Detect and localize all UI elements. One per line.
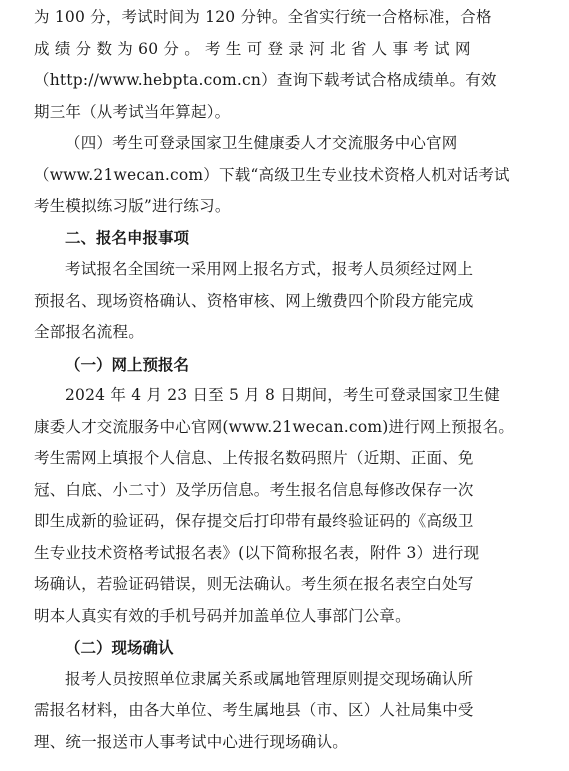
- text-line: 期三年（从考试当年算起）。: [34, 102, 231, 121]
- text-line: 报考人员按照单位隶属关系或属地管理原则提交现场确认所: [65, 669, 474, 688]
- text-line: 考生需网上填报个人信息、上传报名数码照片（近期、正面、免: [34, 449, 474, 467]
- text-line: 场确认，若验证码错误，则无法确认。考生须在报名表空白处写: [34, 575, 474, 593]
- text-line: 预报名、现场资格确认、资格审核、网上缴费四个阶段方能完成: [34, 291, 474, 310]
- text-line: 需报名材料，由各大单位、考生属地县（市、区）人社局集中受: [34, 701, 474, 719]
- text-line: 考生模拟练习版”进行练习。: [34, 197, 231, 215]
- text-line: 成 绩 分 数 为 60 分 。 考 生 可 登 录 河 北 省 人 事 考 试 网: [34, 39, 471, 58]
- subsection-heading: （一）网上预报名: [65, 354, 190, 374]
- text-line: 理、统一报送市人事考试中心进行现场确认。: [34, 732, 349, 751]
- text-line: 考试报名全国统一采用网上报名方式，报考人员须经过网上: [65, 260, 474, 278]
- text-line: （www.21wecan.com）下载“高级卫生专业技术资格人机对话考试: [34, 165, 510, 184]
- text-line: 即生成新的验证码，保存提交后打印带有最终验证码的《高级卫: [34, 512, 474, 530]
- text-line: 明本人真实有效的手机号码并加盖单位人事部门公章。: [34, 606, 411, 625]
- text-line: 为 100 分，考试时间为 120 分钟。全省实行统一合格标准，合格: [34, 8, 492, 26]
- text-line: 冠、白底、小二寸）及学历信息。考生报名信息每修改保存一次: [34, 480, 474, 499]
- subsection-heading: （二）现场确认: [65, 638, 174, 657]
- text-line: 康委人才交流服务中心官网(www.21wecan.com)进行网上预报名。: [34, 417, 515, 436]
- section-heading: 二、报名申报事项: [65, 228, 190, 247]
- text-line: （四）考生可登录国家卫生健康委人才交流服务中心官网: [65, 134, 458, 152]
- text-line: （http://www.hebpta.com.cn）查询下载考试合格成绩单。有效: [34, 71, 497, 89]
- text-line: 全部报名流程。: [34, 323, 144, 341]
- text-line: 2024 年 4 月 23 日至 5 月 8 日期间，考生可登录国家卫生健: [65, 386, 500, 404]
- text-line: 生专业技术资格考试报名表》(以下简称报名表，附件 3）进行现: [34, 543, 480, 562]
